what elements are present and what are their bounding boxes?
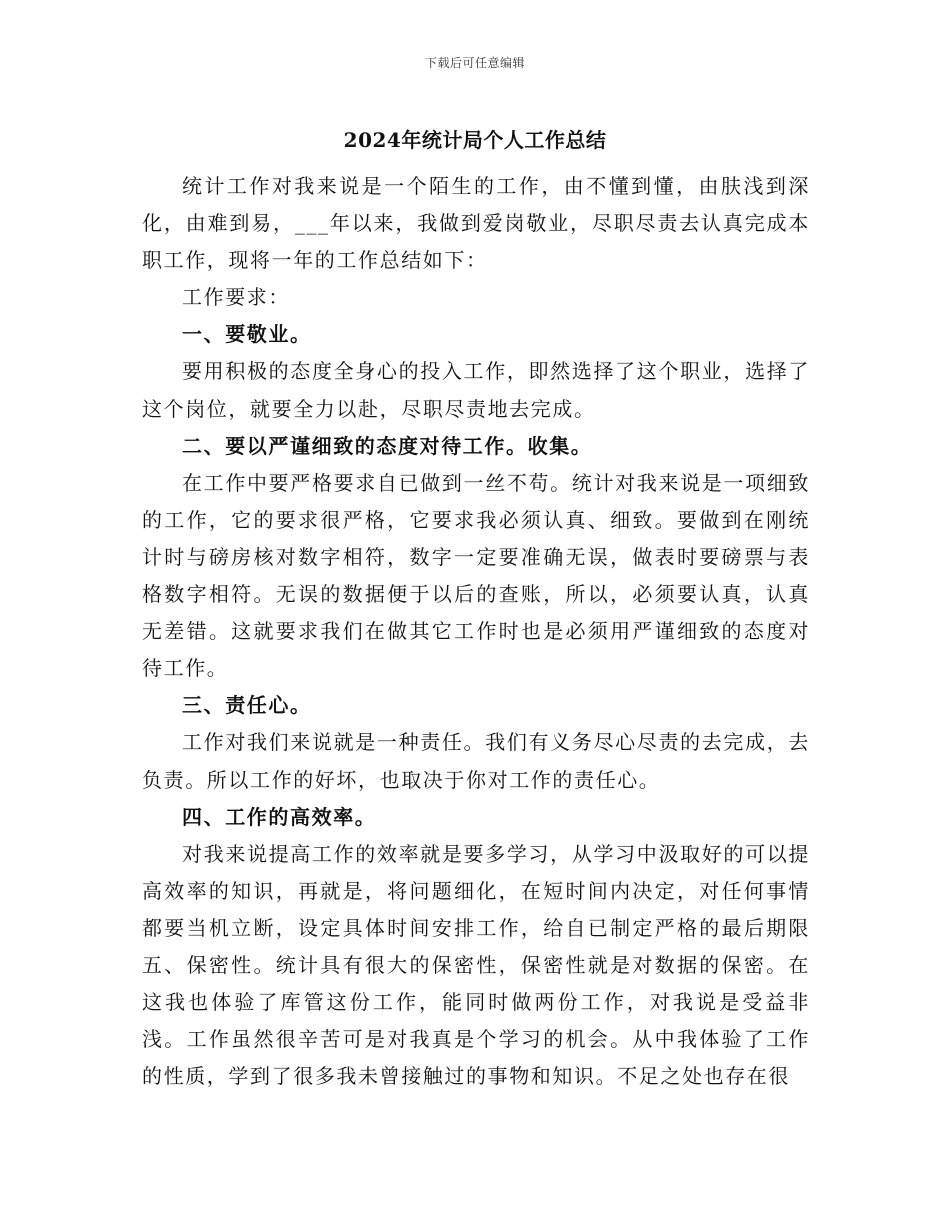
- document-body: [142, 168, 810, 1095]
- document-title: 2024年统计局个人工作总结: [343, 128, 607, 152]
- paragraph-section-3: 工作对我们来说就是一种责任。我们有义务尽心尽责的去完成，去负责。所以工作的好坏，也取决于你对工作的责任心。: [142, 730, 810, 792]
- section-heading-1: 一、要敬业。: [182, 322, 312, 347]
- section-heading-3: 三、责任心。: [182, 693, 312, 718]
- paragraph-requirements-label: 工作要求：: [182, 285, 290, 310]
- section-heading-4: 四、工作的高效率。: [182, 804, 377, 829]
- paragraph-section-2: 在工作中要严格要求自已做到一丝不苟。统计对我来说是一项细致的工作，它的要求很严格，它要求我必须认真、细致。要做到在刚统计时与磅房核对数字相符，数字一定要准确无误，做表时要磅票与表格数字相符。无误的数据便于以后的查账，所以，必须要认真，认真无差错。这就要求我们在做其它工作时也是必须用严谨细致的态度对待工作。: [142, 470, 810, 681]
- header-note: 下载后可任意编辑: [424, 56, 525, 70]
- paragraph-section-1: 要用积极的态度全身心的投入工作，即然选择了这个职业，选择了这个岗位，就要全力以赴，尽职尽责地去完成。: [142, 359, 810, 421]
- section-heading-2: 二、要以严谨细致的态度对待工作。收集。: [182, 433, 593, 458]
- paragraph-intro: 统计工作对我来说是一个陌生的工作，由不懂到懂，由肤浅到深化，由难到易，___年以来，我做到爱岗敬业，尽职尽责去认真完成本职工作，现将一年的工作总结如下：: [142, 174, 810, 273]
- paragraph-section-4: 对我来说提高工作的效率就是要多学习，从学习中汲取好的可以提高效率的知识，再就是，将问题细化，在短时间内决定，对任何事情都要当机立断，设定具体时间安排工作，给自已制定严格的最后期限五、保密性。统计具有很大的保密性，保密性就是对数据的保密。在这我也体验了库管这份工作，能同时做两份工作，对我说是受益非浅。工作虽然很辛苦可是对我真是个学习的机会。从中我体验了工作的性质，学到了很多我未曾接触过的事物和知识。不足之处也存在很: [142, 841, 810, 1089]
